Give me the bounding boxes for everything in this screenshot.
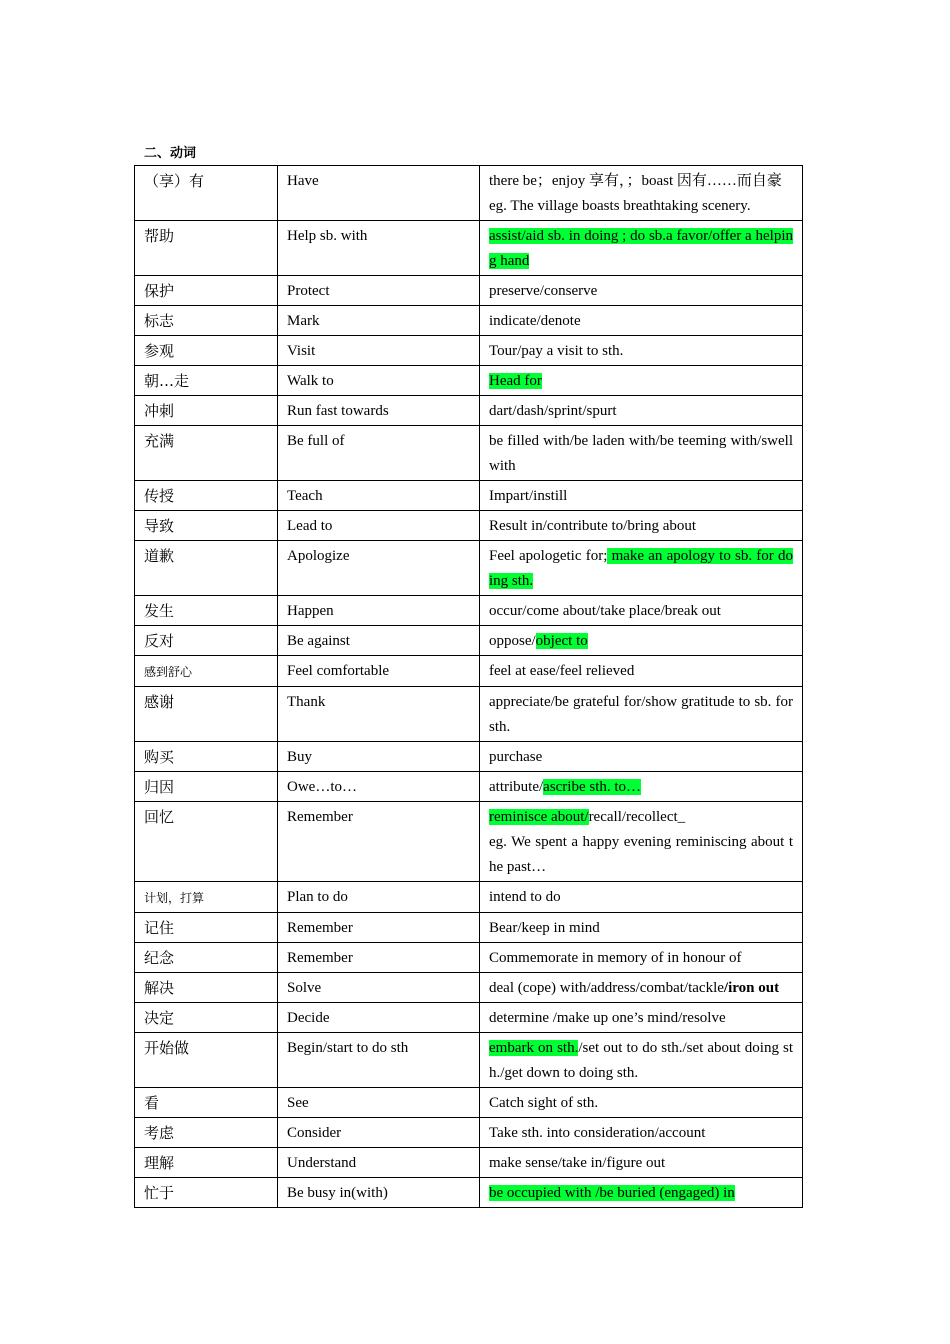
basic-verb-cell xyxy=(278,943,480,973)
highlighted-expression: reminisce about/ xyxy=(489,809,589,825)
table-row xyxy=(135,1033,803,1088)
advanced-expression-cell xyxy=(480,481,803,511)
advanced-expression-cell xyxy=(480,1033,803,1088)
basic-verb-cell xyxy=(278,1178,480,1208)
basic-verb: Remember xyxy=(287,809,353,825)
advanced-expression-cell xyxy=(480,1148,803,1178)
basic-verb: Understand xyxy=(287,1155,357,1171)
chinese-term-cell xyxy=(135,913,278,943)
advanced-expression-cell xyxy=(480,742,803,772)
table-row xyxy=(135,802,803,882)
basic-verb-cell xyxy=(278,1003,480,1033)
chinese-term: 冲刺 xyxy=(144,402,175,420)
chinese-term: 感到舒心 xyxy=(144,665,193,679)
chinese-term-cell xyxy=(135,396,278,426)
chinese-term: 反对 xyxy=(144,632,175,650)
highlighted-expression: make an apology to sb. for doing sth. xyxy=(489,548,793,589)
basic-verb: Visit xyxy=(287,343,316,359)
chinese-term: 决定 xyxy=(144,1009,175,1027)
basic-verb: Apologize xyxy=(287,548,350,564)
basic-verb-cell xyxy=(278,687,480,742)
basic-verb: Walk to xyxy=(287,373,334,389)
expression-text: attribute/ xyxy=(489,779,544,795)
advanced-expression-cell xyxy=(480,511,803,541)
basic-verb-cell xyxy=(278,596,480,626)
basic-verb-cell xyxy=(278,1148,480,1178)
table-row xyxy=(135,481,803,511)
expression-text: purchase xyxy=(489,749,543,765)
section-heading: 二、动词 xyxy=(144,146,197,161)
table-row xyxy=(135,366,803,396)
chinese-term-cell xyxy=(135,742,278,772)
basic-verb-cell xyxy=(278,306,480,336)
table-row xyxy=(135,742,803,772)
basic-verb-cell xyxy=(278,366,480,396)
basic-verb: Owe…to… xyxy=(287,779,357,795)
basic-verb: See xyxy=(287,1095,309,1111)
highlighted-expression: be occupied with /be buried (engaged) in xyxy=(489,1185,735,1201)
basic-verb: Buy xyxy=(287,749,313,765)
expression-text: recall/recollect_ xyxy=(588,809,686,825)
basic-verb: Mark xyxy=(287,313,320,329)
advanced-expression-cell xyxy=(480,882,803,913)
chinese-term-cell xyxy=(135,1178,278,1208)
expression-text: /set out to do sth./set about doing sth./get down to doing sth. xyxy=(489,1040,794,1081)
expression-text: Tour/pay a visit to sth. xyxy=(489,343,624,359)
advanced-expression-cell xyxy=(480,366,803,396)
expression-text: eg. The village boasts breathtaking scenery. xyxy=(489,198,751,214)
chinese-term-cell xyxy=(135,656,278,687)
chinese-term: 理解 xyxy=(144,1154,175,1172)
chinese-term-cell xyxy=(135,336,278,366)
expression-text: there be；enjoy 享有，；boast 因有……而自豪 xyxy=(489,173,782,189)
table-row xyxy=(135,913,803,943)
basic-verb-cell xyxy=(278,276,480,306)
highlighted-expression: embark on sth. xyxy=(489,1040,579,1056)
table-row xyxy=(135,943,803,973)
chinese-term-cell xyxy=(135,481,278,511)
basic-verb: Solve xyxy=(287,980,322,996)
chinese-term-cell xyxy=(135,276,278,306)
chinese-term: 回忆 xyxy=(144,808,175,826)
table-row xyxy=(135,276,803,306)
expression-text: Bear/keep in mind xyxy=(489,920,600,936)
basic-verb: Protect xyxy=(287,283,330,299)
advanced-expression-cell xyxy=(480,943,803,973)
basic-verb-cell xyxy=(278,511,480,541)
table-row xyxy=(135,656,803,687)
chinese-term-cell xyxy=(135,882,278,913)
chinese-term: 归因 xyxy=(144,778,175,796)
highlighted-expression: Head for xyxy=(489,373,542,389)
basic-verb-cell xyxy=(278,336,480,366)
table-row xyxy=(135,511,803,541)
advanced-expression-cell xyxy=(480,1178,803,1208)
basic-verb: Decide xyxy=(287,1010,330,1026)
chinese-term: 参观 xyxy=(144,342,175,360)
table-row xyxy=(135,596,803,626)
expression-text: Catch sight of sth. xyxy=(489,1095,599,1111)
chinese-term: 考虑 xyxy=(144,1124,175,1142)
basic-verb: Be busy in(with) xyxy=(287,1185,388,1201)
basic-verb: Remember xyxy=(287,950,353,966)
highlighted-expression: assist/aid sb. in doing ; do sb.a favor/offer a helping hand xyxy=(489,228,793,269)
basic-verb-cell xyxy=(278,1033,480,1088)
chinese-term: 纪念 xyxy=(144,949,175,967)
chinese-term: 发生 xyxy=(144,602,175,620)
basic-verb: Feel comfortable xyxy=(287,663,390,679)
chinese-term: 导致 xyxy=(144,517,175,535)
basic-verb-cell xyxy=(278,481,480,511)
chinese-term-cell xyxy=(135,541,278,596)
expression-text: preserve/conserve xyxy=(489,283,598,299)
basic-verb: Teach xyxy=(287,488,323,504)
chinese-term-cell xyxy=(135,943,278,973)
chinese-term-cell xyxy=(135,221,278,276)
basic-verb: Remember xyxy=(287,920,353,936)
table-row xyxy=(135,687,803,742)
basic-verb-cell xyxy=(278,772,480,802)
table-row xyxy=(135,1178,803,1208)
basic-verb: Thank xyxy=(287,694,326,710)
basic-verb-cell xyxy=(278,166,480,221)
expression-text: indicate/denote xyxy=(489,313,581,329)
table-row xyxy=(135,1003,803,1033)
chinese-term: 开始做 xyxy=(144,1039,190,1057)
basic-verb-cell xyxy=(278,742,480,772)
advanced-expression-cell xyxy=(480,802,803,882)
chinese-term: 帮助 xyxy=(144,227,175,245)
verb-table xyxy=(134,165,803,1208)
chinese-term-cell xyxy=(135,511,278,541)
basic-verb: Happen xyxy=(287,603,334,619)
table-row xyxy=(135,1118,803,1148)
basic-verb-cell xyxy=(278,1118,480,1148)
chinese-term-cell xyxy=(135,973,278,1003)
basic-verb-cell xyxy=(278,1088,480,1118)
table-row xyxy=(135,166,803,221)
chinese-term: 解决 xyxy=(144,979,175,997)
basic-verb-cell xyxy=(278,396,480,426)
chinese-term-cell xyxy=(135,1148,278,1178)
table-row xyxy=(135,772,803,802)
advanced-expression-cell xyxy=(480,166,803,221)
chinese-term: 计划，打算 xyxy=(144,891,205,905)
table-row xyxy=(135,882,803,913)
table-row xyxy=(135,426,803,481)
chinese-term-cell xyxy=(135,1033,278,1088)
advanced-expression-cell xyxy=(480,221,803,276)
expression-text: Impart/instill xyxy=(489,488,568,504)
basic-verb: Be against xyxy=(287,633,350,649)
basic-verb-cell xyxy=(278,882,480,913)
table-row xyxy=(135,626,803,656)
table-row xyxy=(135,396,803,426)
chinese-term-cell xyxy=(135,366,278,396)
expression-text: appreciate/be grateful for/show gratitude to sb. for sth. xyxy=(489,694,793,735)
advanced-expression-cell xyxy=(480,596,803,626)
advanced-expression-cell xyxy=(480,1088,803,1118)
chinese-term-cell xyxy=(135,802,278,882)
chinese-term-cell xyxy=(135,426,278,481)
advanced-expression-cell xyxy=(480,913,803,943)
chinese-term: 标志 xyxy=(144,312,175,330)
basic-verb-cell xyxy=(278,973,480,1003)
basic-verb: Have xyxy=(287,173,319,189)
basic-verb-cell xyxy=(278,656,480,687)
chinese-term: 看 xyxy=(144,1094,160,1112)
table-row xyxy=(135,1148,803,1178)
advanced-expression-cell xyxy=(480,772,803,802)
advanced-expression-cell xyxy=(480,626,803,656)
basic-verb-cell xyxy=(278,802,480,882)
table-row xyxy=(135,306,803,336)
expression-text: Take sth. into consideration/account xyxy=(489,1125,706,1141)
basic-verb: Plan to do xyxy=(287,889,348,905)
advanced-expression-cell xyxy=(480,541,803,596)
basic-verb: Lead to xyxy=(287,518,333,534)
chinese-term-cell xyxy=(135,1088,278,1118)
chinese-term-cell xyxy=(135,1003,278,1033)
chinese-term-cell xyxy=(135,626,278,656)
basic-verb-cell xyxy=(278,626,480,656)
advanced-expression-cell xyxy=(480,656,803,687)
basic-verb: Be full of xyxy=(287,433,345,449)
advanced-expression-cell xyxy=(480,1003,803,1033)
highlighted-expression: ascribe sth. to… xyxy=(543,779,642,795)
expression-text: oppose/ xyxy=(489,633,536,649)
chinese-term: 传授 xyxy=(144,487,175,505)
basic-verb-cell xyxy=(278,426,480,481)
chinese-term: 记住 xyxy=(144,919,175,937)
chinese-term-cell xyxy=(135,306,278,336)
table-row xyxy=(135,336,803,366)
table-row xyxy=(135,221,803,276)
basic-verb-cell xyxy=(278,541,480,596)
expression-text: occur/come about/take place/break out xyxy=(489,603,721,619)
expression-text: dart/dash/sprint/spurt xyxy=(489,403,617,419)
expression-text: Result in/contribute to/bring about xyxy=(489,518,697,534)
expression-text: deal (cope) with/address/combat/tackle xyxy=(489,980,724,996)
expression-text: Feel apologetic for; xyxy=(489,548,608,564)
advanced-expression-cell xyxy=(480,396,803,426)
advanced-expression-cell xyxy=(480,426,803,481)
basic-verb-cell xyxy=(278,913,480,943)
expression-text: Commemorate in memory of in honour of xyxy=(489,950,742,966)
chinese-term: 购买 xyxy=(144,748,175,766)
advanced-expression-cell xyxy=(480,306,803,336)
basic-verb: Run fast towards xyxy=(287,403,389,419)
highlighted-expression: object to xyxy=(535,633,588,649)
expression-text: eg. We spent a happy evening reminiscing about the past… xyxy=(489,834,793,875)
chinese-term: 保护 xyxy=(144,282,175,300)
basic-verb-cell xyxy=(278,221,480,276)
chinese-term: 感谢 xyxy=(144,693,175,711)
chinese-term: 忙于 xyxy=(144,1184,175,1202)
expression-text: feel at ease/feel relieved xyxy=(489,663,635,679)
chinese-term: 充满 xyxy=(144,432,175,450)
chinese-term: （享）有 xyxy=(144,172,205,190)
advanced-expression-cell xyxy=(480,1118,803,1148)
basic-verb: Help sb. with xyxy=(287,228,368,244)
advanced-expression-cell xyxy=(480,687,803,742)
basic-verb: Consider xyxy=(287,1125,342,1141)
advanced-expression-cell xyxy=(480,336,803,366)
expression-text: /iron out xyxy=(723,980,780,996)
table-row xyxy=(135,973,803,1003)
chinese-term-cell xyxy=(135,166,278,221)
table-row xyxy=(135,541,803,596)
chinese-term-cell xyxy=(135,687,278,742)
table-row xyxy=(135,1088,803,1118)
expression-text: determine /make up one’s mind/resolve xyxy=(489,1010,726,1026)
basic-verb: Begin/start to do sth xyxy=(287,1040,409,1056)
chinese-term-cell xyxy=(135,772,278,802)
chinese-term-cell xyxy=(135,596,278,626)
chinese-term: 道歉 xyxy=(144,547,175,565)
expression-text: be filled with/be laden with/be teeming with/swell with xyxy=(489,433,793,474)
chinese-term-cell xyxy=(135,1118,278,1148)
expression-text: make sense/take in/figure out xyxy=(489,1155,666,1171)
advanced-expression-cell xyxy=(480,973,803,1003)
chinese-term: 朝…走 xyxy=(144,372,190,390)
advanced-expression-cell xyxy=(480,276,803,306)
expression-text: intend to do xyxy=(489,889,561,905)
